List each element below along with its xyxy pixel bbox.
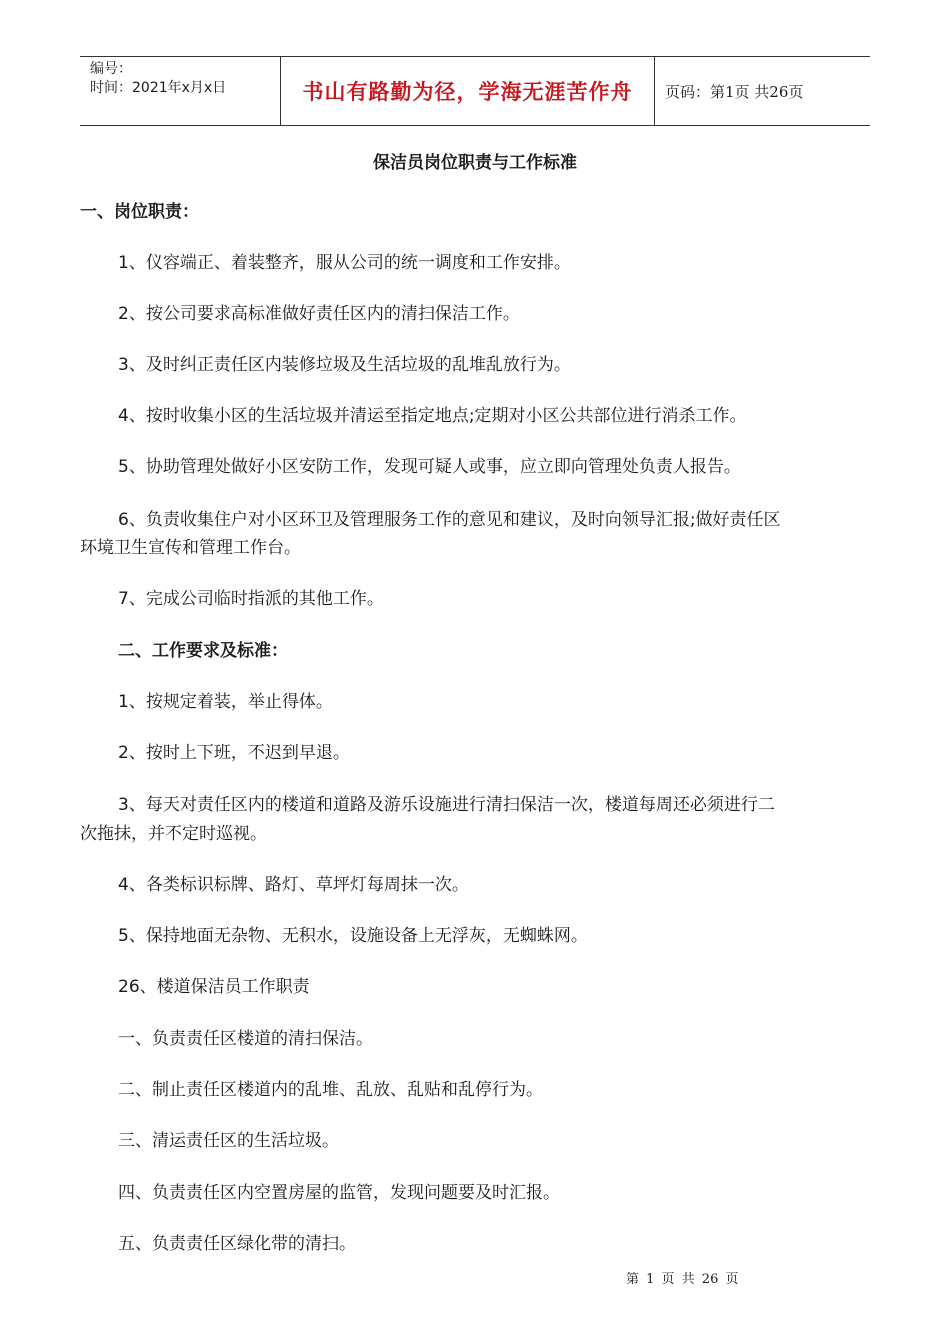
document-number-label: 编号： <box>90 61 132 77</box>
header-page-info: 页码：第1页 共26页 <box>665 82 804 101</box>
duty-item-7: 7、完成公司临时指派的其他工作。 <box>118 589 384 609</box>
standard-item-5: 5、保持地面无杂物、无积水，设施设备上无浮灰，无蜘蛛网。 <box>118 926 588 946</box>
standard-item-4: 4、各类标识标牌、路灯、草坪灯每周抹一次。 <box>118 875 469 895</box>
duty-item-4: 4、按时收集小区的生活垃圾并清运至指定地点;定期对小区公共部位进行消杀工作。 <box>118 406 747 426</box>
duty-item-2: 2、按公司要求高标准做好责任区内的清扫保洁工作。 <box>118 304 520 324</box>
stairway-duty-2: 二、制止责任区楼道内的乱堆、乱放、乱贴和乱停行为。 <box>118 1080 543 1100</box>
stairway-cleaner-heading: 26、楼道保洁员工作职责 <box>118 977 310 997</box>
stairway-duty-1: 一、负责责任区楼道的清扫保洁。 <box>118 1029 373 1049</box>
header-motto: 书山有路勤为径，学海无涯苦作舟 <box>281 57 655 125</box>
page-header <box>80 56 870 126</box>
standard-item-1: 1、按规定着装，举止得体。 <box>118 692 333 712</box>
duty-item-6-line-1: 6、负责收集住户对小区环卫及管理服务工作的意见和建议，及时向领导汇报;做好责任区 <box>118 510 781 530</box>
document-title: 保洁员岗位职责与工作标准 <box>373 153 577 173</box>
section-heading-standards: 二、工作要求及标准： <box>118 641 288 661</box>
header-info-cell <box>80 57 281 125</box>
duty-item-5: 5、协助管理处做好小区安防工作，发现可疑人或事，应立即向管理处负责人报告。 <box>118 457 741 477</box>
stairway-duty-4: 四、负责责任区内空置房屋的监管，发现问题要及时汇报。 <box>118 1183 560 1203</box>
document-date-label: 时间：2021年x月x日 <box>90 80 227 96</box>
duty-item-6-line-2: 环境卫生宣传和管理工作台。 <box>80 538 301 558</box>
stairway-duty-5: 五、负责责任区绿化带的清扫。 <box>118 1234 356 1254</box>
duty-item-3: 3、及时纠正责任区内装修垃圾及生活垃圾的乱堆乱放行为。 <box>118 355 571 375</box>
standard-item-3-line-2: 次拖抹，并不定时巡视。 <box>80 824 267 844</box>
duty-item-1: 1、仪容端正、着装整齐，服从公司的统一调度和工作安排。 <box>118 253 571 273</box>
standard-item-2: 2、按时上下班，不迟到早退。 <box>118 743 350 763</box>
section-heading-duties: 一、岗位职责： <box>80 202 199 222</box>
standard-item-3-line-1: 3、每天对责任区内的楼道和道路及游乐设施进行清扫保洁一次，楼道每周还必须进行二 <box>118 795 775 815</box>
stairway-duty-3: 三、清运责任区的生活垃圾。 <box>118 1131 339 1151</box>
page-footer: 第 1 页 共 26 页 <box>626 1272 739 1287</box>
